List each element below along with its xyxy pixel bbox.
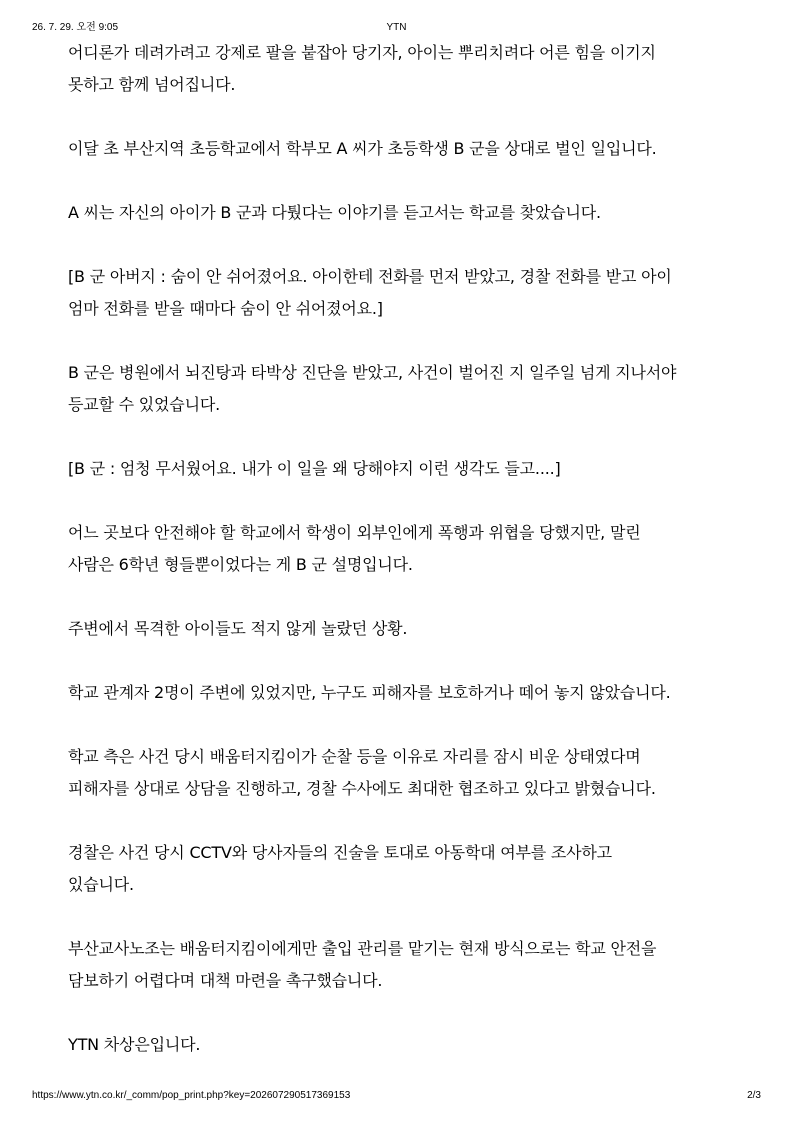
reporter-signoff: YTN 차상은입니다. — [68, 1035, 201, 1054]
article-paragraph: 부산교사노조는 배움터지킴이에게만 출입 관리를 맡기는 현재 방식으로는 학교 안전을 담보하기 어렵다며 대책 마련을 촉구했습니다. — [68, 939, 657, 990]
article-paragraph: A 씨는 자신의 아이가 B 군과 다퉜다는 이야기를 듣고서는 학교를 찾았습니다. — [68, 203, 601, 222]
article-paragraph: 어디론가 데려가려고 강제로 팔을 붙잡아 당기자, 아이는 뿌리치려다 어른 힘을 이기지 못하고 함께 넘어집니다. — [68, 43, 656, 94]
print-date: 26. 7. 29. 오전 9:05 — [32, 22, 119, 33]
article-paragraph: 주변에서 목격한 아이들도 적지 않게 놀랐던 상황. — [68, 619, 408, 638]
page-number: 2/3 — [747, 1090, 761, 1101]
article-body — [68, 37, 682, 1093]
article-paragraph: 학교 측은 사건 당시 배움터지킴이가 순찰 등을 이유로 자리를 잠시 비운 상태였다며 피해자를 상대로 상담을 진행하고, 경찰 수사에도 최대한 협조하고 있다고 밝혔습니다. — [68, 747, 656, 798]
print-header — [32, 20, 761, 36]
print-title: YTN — [386, 22, 407, 33]
article-quote: [B 군 : 엄청 무서웠어요. 내가 이 일을 왜 당해야지 이런 생각도 들고....] — [68, 459, 561, 478]
article-paragraph: 경찰은 사건 당시 CCTV와 당사자들의 진술을 토대로 아동학대 여부를 조사하고 있습니다. — [68, 843, 612, 894]
article-paragraph: B 군은 병원에서 뇌진탕과 타박상 진단을 받았고, 사건이 벌어진 지 일주일 넘게 지나서야 등교할 수 있었습니다. — [68, 363, 677, 414]
article-paragraph: 학교 관계자 2명이 주변에 있었지만, 누구도 피해자를 보호하거나 떼어 놓지 않았습니다. — [68, 683, 671, 702]
article-paragraph: 어느 곳보다 안전해야 할 학교에서 학생이 외부인에게 폭행과 위협을 당했지만, 말린 사람은 6학년 형들뿐이었다는 게 B 군 설명입니다. — [68, 523, 641, 574]
article-paragraph: 이달 초 부산지역 초등학교에서 학부모 A 씨가 초등학생 B 군을 상대로 벌인 일입니다. — [68, 139, 657, 158]
print-footer — [32, 1088, 761, 1104]
print-url: https://www.ytn.co.kr/_comm/pop_print.php?key=202607290517369153 — [32, 1090, 351, 1101]
article-quote: [B 군 아버지 : 숨이 안 쉬어졌어요. 아이한테 전화를 먼저 받았고, 경찰 전화를 받고 아이 엄마 전화를 받을 때마다 숨이 안 쉬어졌어요.] — [68, 267, 672, 318]
